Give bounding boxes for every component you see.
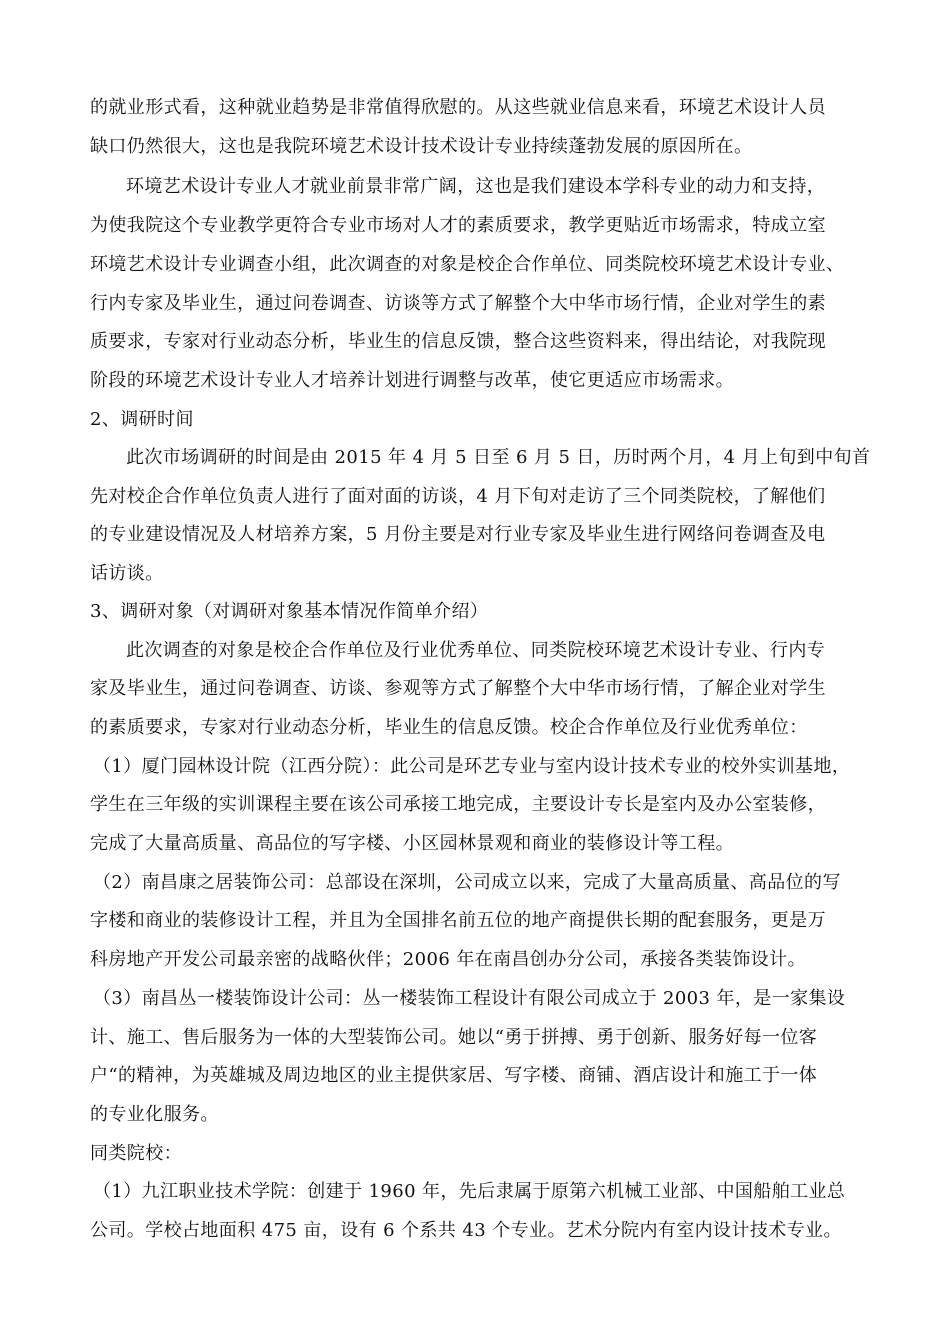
text-line: 的素质要求，专家对行业动态分析，毕业生的信息反馈。校企合作单位及行业优秀单位：	[90, 717, 808, 738]
section-heading: 2、调研时间	[90, 409, 194, 430]
text-line: 质要求，专家对行业动态分析，毕业生的信息反馈，整合这些资料来，得出结论，对我院现	[90, 331, 826, 352]
text-line: 环境艺术设计专业人才就业前景非常广阔，这也是我们建设本学科专业的动力和支持，	[126, 176, 826, 197]
text-line: 先对校企合作单位负责人进行了面对面的访谈，4 月下旬对走访了三个同类院校，了解他们	[90, 486, 826, 507]
text-line: 学生在三年级的实训课程主要在该公司承接工地完成，主要设计专长是室内及办公室装修，	[90, 794, 826, 815]
text-line: 的专业建设情况及人材培养方案，5 月份主要是对行业专家及毕业生进行网络问卷调查及电	[90, 524, 826, 545]
text-line: 户“的精神，为英雄城及周边地区的业主提供家居、写字楼、商铺、酒店设计和施工于一体	[90, 1065, 818, 1086]
list-item: （2）南昌康之居装饰公司：总部设在深圳，公司成立以来，完成了大量高质量、高品位的写	[93, 872, 841, 893]
text-line: 字楼和商业的装修设计工程，并且为全国排名前五位的地产商提供长期的配套服务，更是万	[90, 910, 826, 931]
text-line: 此次调查的对象是校企合作单位及行业优秀单位、同类院校环境艺术设计专业、行内专	[126, 640, 826, 661]
list-item: （3）南昌丛一楼装饰设计公司：丛一楼装饰工程设计有限公司成立于 2003 年，是一家集设	[93, 988, 846, 1009]
text-line: 公司。学校占地面积 475 亩，设有 6 个系共 43 个专业。艺术分院内有室内设计技术专业。	[90, 1220, 842, 1241]
text-line: 缺口仍然很大，这也是我院环境艺术设计技术设计专业持续蓬勃发展的原因所在。	[90, 136, 753, 157]
text-line: 的专业化服务。	[90, 1104, 219, 1125]
list-item: （1）九江职业技术学院：创建于 1960 年，先后隶属于原第六机械工业部、中国船舶工业总	[93, 1181, 846, 1202]
text-line: 此次市场调研的时间是由 2015 年 4 月 5 日至 6 月 5 日，历时两个月，4 月上旬到中旬首	[126, 447, 871, 468]
text-line: 环境艺术设计专业调查小组，此次调查的对象是校企合作单位、同类院校环境艺术设计专业、	[90, 254, 845, 275]
text-line: 完成了大量高质量、高品位的写字楼、小区园林景观和商业的装修设计等工程。	[90, 833, 734, 854]
text-line: 计、施工、售后服务为一体的大型装饰公司。她以“勇于拼搏、勇于创新、服务好每一位客	[90, 1027, 818, 1048]
text-line: 行内专家及毕业生，通过问卷调查、访谈等方式了解整个大中华市场行情，企业对学生的素	[90, 293, 826, 314]
list-item: （1）厦门园林设计院（江西分院）：此公司是环艺专业与室内设计技术专业的校外实训基地，	[93, 756, 851, 777]
text-line: 为使我院这个专业教学更符合专业市场对人才的素质要求，教学更贴近市场需求，特成立室	[90, 215, 826, 236]
text-line: 阶段的环境艺术设计专业人才培养计划进行调整与改革，使它更适应市场需求。	[90, 370, 734, 391]
subsection-heading: 同类院校：	[90, 1143, 182, 1164]
section-heading: 3、调研对象（对调研对象基本情况作简单介绍）	[90, 601, 489, 622]
text-line: 科房地产开发公司最亲密的战略伙伴；2006 年在南昌创办分公司，承接各类装饰设计。	[90, 949, 806, 970]
text-line: 家及毕业生，通过问卷调查、访谈、参观等方式了解整个大中华市场行情，了解企业对学生	[90, 678, 826, 699]
text-line: 的就业形式看，这种就业趋势是非常值得欣慰的。从这些就业信息来看，环境艺术设计人员	[90, 97, 826, 118]
text-line: 话访谈。	[90, 563, 164, 584]
